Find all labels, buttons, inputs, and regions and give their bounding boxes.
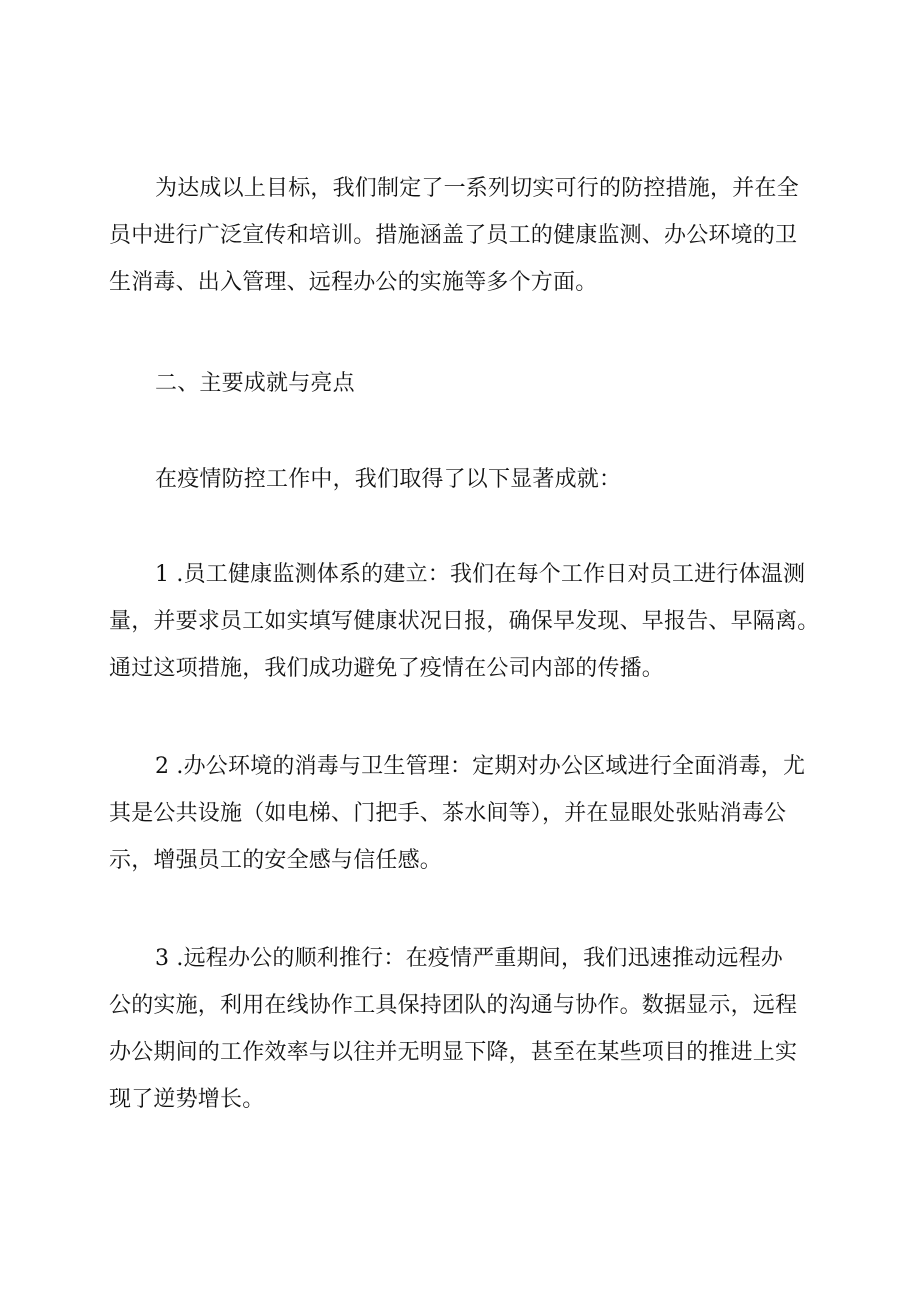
list-item-1 [109, 551, 829, 692]
intro-line-1: 为达成以上目标，我们制定了一系列切实可行的防控措施，并在全 [155, 176, 799, 201]
section-heading [109, 360, 829, 407]
item1-line-1: 1 .员工健康监测体系的建立：我们在每个工作日对员工进行体温测 [155, 562, 806, 587]
item3-line-1: 3 .远程办公的顺利推行：在疫情严重期间，我们迅速推动远程办 [155, 946, 783, 971]
intro-line-2: 员中进行广泛宣传和培训。措施涵盖了员工的健康监测、办公环境的卫 [109, 223, 798, 248]
item1-line-2: 量，并要求员工如实填写健康状况日报，确保早发现、早报告、早隔离。 [109, 609, 820, 634]
lead-line-1: 在疫情防控工作中，我们取得了以下显著成就： [155, 467, 622, 492]
list-item-2 [109, 743, 829, 884]
item3-line-4: 现了逆势增长。 [109, 1087, 265, 1112]
section-heading-text: 二、主要成就与亮点 [155, 371, 355, 396]
lead-paragraph [109, 456, 829, 503]
list-item-3 [109, 935, 829, 1123]
item2-line-1: 2 .办公环境的消毒与卫生管理：定期对办公区域进行全面消毒，尤 [155, 754, 806, 779]
intro-paragraph [109, 165, 829, 306]
intro-line-3: 生消毒、出入管理、远程办公的实施等多个方面。 [109, 270, 598, 295]
item1-line-3: 通过这项措施，我们成功避免了疫情在公司内部的传播。 [109, 656, 665, 681]
item2-line-2: 其是公共设施（如电梯、门把手、茶水间等），并在显眼处张贴消毒公 [109, 801, 787, 826]
item2-line-3: 示，增强员工的安全感与信任感。 [109, 848, 443, 873]
item3-line-3: 办公期间的工作效率与以往并无明显下降，甚至在某些项目的推进上实 [109, 1040, 798, 1065]
item3-line-2: 公的实施，利用在线协作工具保持团队的沟通与协作。数据显示，远程 [109, 993, 798, 1018]
